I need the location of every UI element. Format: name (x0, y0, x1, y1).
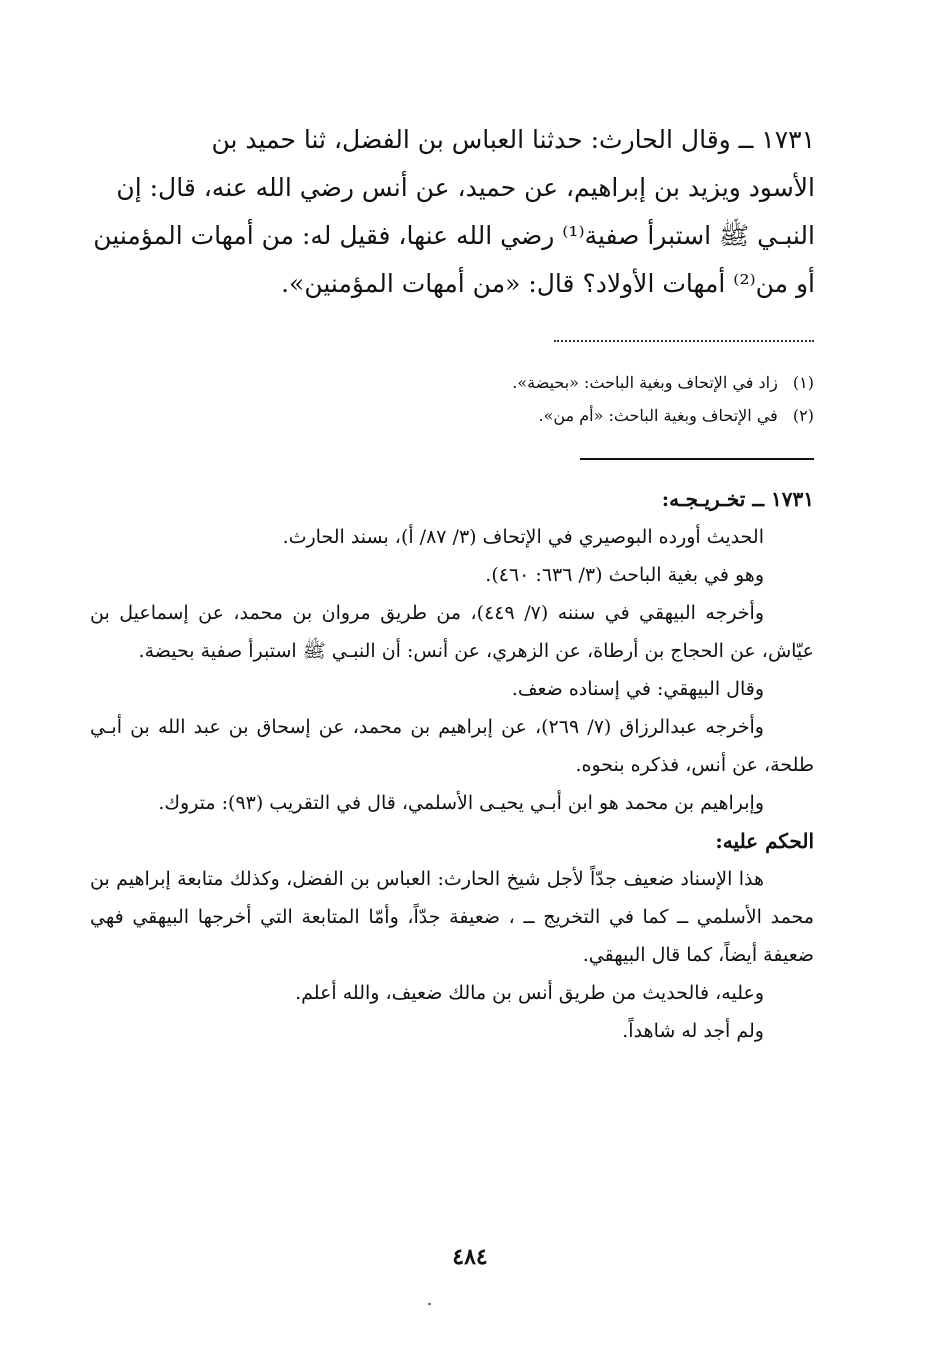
footnote-1 (120, 366, 814, 399)
takhrij-paragraph: وهو في بغية الباحث (٣/ ٦٣٦: ٤٦٠). (485, 564, 764, 586)
hadith-line: الأسود ويزيد بن إبراهيم، عن حميد، عن أنس رضي الله عنه، قال: إن (116, 173, 815, 202)
footnote-number: (١) (792, 373, 814, 392)
footnote-number: (٢) (792, 406, 814, 425)
footnotes (120, 366, 814, 432)
page-number: ٤٨٤ (452, 1244, 488, 1270)
takhrij-paragraph: وقال البيهقي: في إسناده ضعف. (511, 678, 764, 700)
hadith-line: ١٧٣١ ــ وقال الحارث: حدثنا العباس بن الفضل، ثنا حميد بن (211, 125, 815, 154)
footnote-text: زاد في الإتحاف وبغية الباحث: «بحيضة». (512, 373, 778, 392)
hukm-paragraph: وعليه، فالحديث من طريق أنس بن مالك ضعيف، والله أعلم. (295, 982, 764, 1004)
footnote-text: في الإتحاف وبغية الباحث: «أم من». (538, 406, 778, 425)
takhrij-paragraph: وإبراهيم بن محمد هو ابن أبـي يحيـى الأسلمي، قال في التقريب (٩٣): متروك. (158, 792, 764, 814)
hukm-paragraph: هذا الإسناد ضعيف جدّاً لأجل شيخ الحارث: العباس بن الفضل، وكذلك متابعة إبراهيم بن محمد الأسلمي ــ كما في التخريج ــ ، ضعيفة جدّاً، وأمّا المتابعة التي أخرجها البيهقي فهي ضعيفة أيضاً، كما قال البيهقي. (90, 868, 814, 966)
footnote-separator (554, 340, 814, 342)
takhrij-section (90, 480, 814, 1050)
scan-speck (428, 1303, 431, 1305)
hukm-heading: الحكم عليه: (715, 829, 814, 853)
takhrij-heading: ١٧٣١ ــ تخـريـجـه: (661, 487, 814, 511)
hadith-line: أو من⁽²⁾ أمهات الأولاد؟ قال: «من أمهات المؤمنين». (281, 269, 815, 298)
section-rule (580, 458, 814, 460)
takhrij-paragraph: وأخرجه عبدالرزاق (٧/ ٢٦٩)، عن إبراهيم بن محمد، عن إسحاق بن عبد الله بن أبـي طلحة، عن أنس، فذكره بنحوه. (90, 716, 814, 776)
footnote-2 (120, 399, 814, 432)
takhrij-paragraph: الحديث أورده البوصيري في الإتحاف (٣/ ٨٧/ أ)، بسند الحارث. (282, 526, 764, 548)
hadith-text (90, 116, 815, 308)
hadith-line: النبـي ﷺ استبرأ صفية⁽¹⁾ رضي الله عنها، فقيل له: من أمهات المؤمنين (93, 221, 815, 250)
hukm-paragraph: ولم أجد له شاهداً. (622, 1020, 764, 1042)
takhrij-paragraph: وأخرجه البيهقي في سننه (٧/ ٤٤٩)، من طريق مروان بن محمد، عن إسماعيل بن عيّاش، عن الحجاج بن أرطاة، عن الزهري، عن أنس: أن النبـي ﷺ استبرأ صفية بحيضة. (90, 602, 814, 662)
